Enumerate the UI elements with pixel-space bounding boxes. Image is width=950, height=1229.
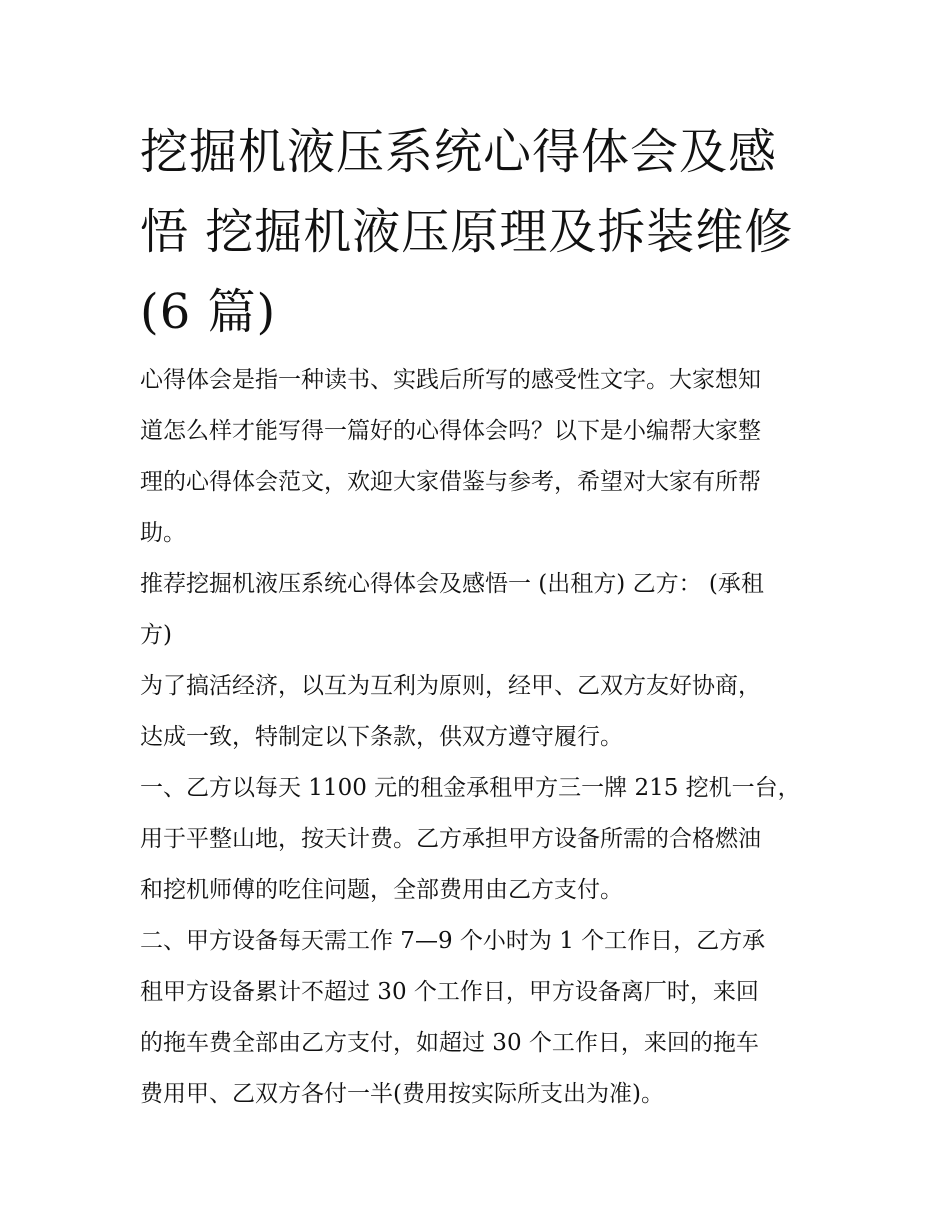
text-line: 二、甲方设备每天需工作 7—9 个小时为 1 个工作日，乙方承 xyxy=(140,928,766,954)
document-body xyxy=(140,355,820,1120)
text-line: 道怎么样才能写得一篇好的心得体会吗？以下是小编帮大家整 xyxy=(140,418,761,444)
preamble-paragraph xyxy=(140,661,820,763)
text-line: 的拖车费全部由乙方支付，如超过 30 个工作日，来回的拖车 xyxy=(140,1030,759,1056)
document-title xyxy=(140,112,820,352)
intro-paragraph xyxy=(140,355,820,559)
text-line: 用于平整山地，按天计费。乙方承担甲方设备所需的合格燃油 xyxy=(140,826,761,852)
text-line: 一、乙方以每天 1100 元的租金承租甲方三一牌 215 挖机一台， xyxy=(140,775,801,801)
text-line: 为了搞活经济，以互为互利为原则，经甲、乙双方友好协商， xyxy=(140,673,761,699)
title-line: (6 篇) xyxy=(140,284,277,340)
text-line: 和挖机师傅的吃住问题，全部费用由乙方支付。 xyxy=(140,877,623,903)
text-line: 达成一致，特制定以下条款，供双方遵守履行。 xyxy=(140,724,623,750)
title-line: 悟 挖掘机液压原理及拆装维修 xyxy=(140,204,794,260)
text-line: 心得体会是指一种读书、实践后所写的感受性文字。大家想知 xyxy=(140,367,761,393)
title-line: 挖掘机液压系统心得体会及感 xyxy=(140,124,778,180)
text-line: 租甲方设备累计不超过 30 个工作日，甲方设备离厂时，来回 xyxy=(140,979,759,1005)
clause-one-paragraph xyxy=(140,763,820,916)
clause-two-paragraph xyxy=(140,916,820,1120)
text-line: 费用甲、乙双方各付一半(费用按实际所支出为准)。 xyxy=(140,1081,664,1107)
text-line: 推荐挖掘机液压系统心得体会及感悟一 (出租方) 乙方： (承租 xyxy=(140,571,764,597)
section-heading-paragraph xyxy=(140,559,820,661)
text-line: 方) xyxy=(140,622,172,648)
text-line: 理的心得体会范文，欢迎大家借鉴与参考，希望对大家有所帮 xyxy=(140,469,761,495)
text-line: 助。 xyxy=(140,520,186,546)
